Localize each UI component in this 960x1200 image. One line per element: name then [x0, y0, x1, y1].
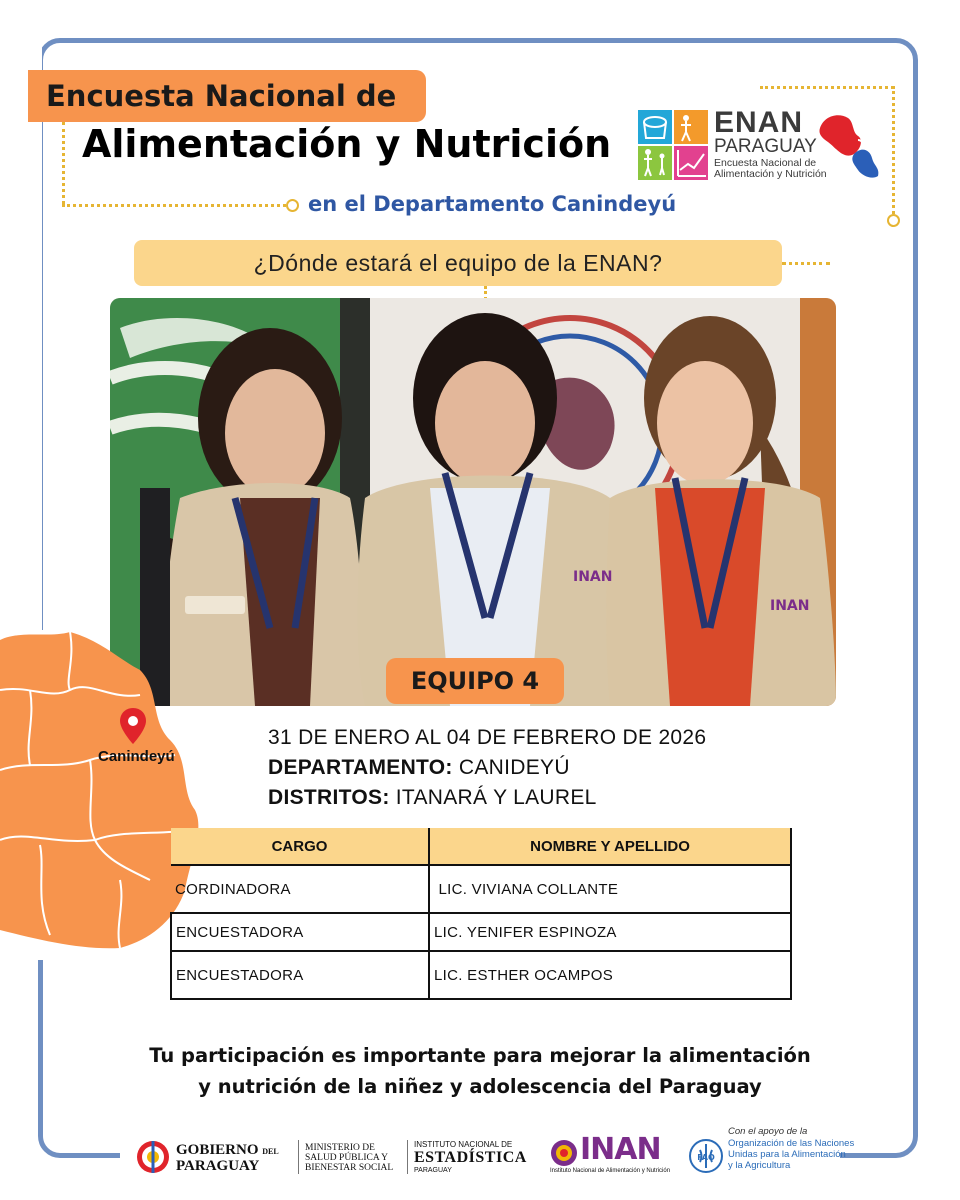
- dotted-line: [892, 86, 895, 214]
- fao-support: Con el apoyo de la: [728, 1126, 808, 1137]
- vest-logo-text: INAN: [573, 569, 613, 585]
- department-value: CANIDEYÚ: [458, 756, 570, 779]
- team-photo: [110, 298, 836, 706]
- fao-name-line: Unidas para la Alimentación: [728, 1149, 846, 1160]
- ministerio-line: SALUD PÚBLICA Y: [305, 1153, 389, 1163]
- dotted-line: [62, 204, 286, 207]
- table-header-row: [171, 828, 791, 865]
- ministerio-logo: [305, 1132, 405, 1182]
- districts-value: ITANARÁ Y LAUREL: [395, 786, 597, 809]
- ministerio-line: BIENESTAR SOCIAL: [305, 1163, 394, 1173]
- table-cell-nombre: LIC. ESTHER OCAMPOS: [429, 951, 791, 999]
- inan-logo: [550, 1132, 675, 1182]
- closing-line-1: Tu participación es importante para mejorar la alimentación: [149, 1044, 811, 1067]
- ine-line1: INSTITUTO NACIONAL DE: [414, 1140, 513, 1149]
- ine-logo: [414, 1132, 534, 1182]
- table-cell-cargo: CORDINADORA: [171, 865, 429, 913]
- table-cell-nombre: LIC. VIVIANA COLLANTE: [429, 865, 791, 913]
- ine-line2: ESTADÍSTICA: [414, 1149, 527, 1166]
- table-header-cargo: CARGO: [171, 828, 429, 865]
- enan-logo-word: ENAN: [714, 106, 804, 139]
- inan-word: INAN: [580, 1132, 661, 1167]
- enan-tiles-icon: [638, 110, 708, 180]
- table-row: [171, 951, 791, 999]
- fao-emblem-icon: [688, 1138, 724, 1174]
- department-line: [268, 756, 570, 780]
- survey-main-title: Alimentación y Nutrición: [82, 122, 612, 166]
- fao-name: [728, 1138, 854, 1171]
- table-header-nombre: NOMBRE Y APELLIDO: [429, 828, 791, 865]
- gobierno-del: DEL: [262, 1147, 279, 1156]
- enan-logo-caption: Encuesta Nacional de Alimentación y Nutrición: [714, 157, 827, 180]
- department-subtitle: en el Departamento Canindeyú: [308, 192, 677, 216]
- ministerio-line: MINISTERIO DE: [305, 1143, 375, 1153]
- dot-marker: [286, 199, 299, 212]
- enan-logo-country: PARAGUAY: [714, 136, 817, 157]
- districts-label: DISTRITOS:: [268, 786, 390, 809]
- team-table: [170, 828, 792, 1000]
- date-range: 31 DE ENERO AL 04 DE FEBRERO DE 2026: [268, 726, 707, 749]
- dotted-line: [760, 86, 894, 89]
- gobierno-line1: GOBIERNO: [176, 1142, 259, 1158]
- ine-line3: PARAGUAY: [414, 1167, 452, 1174]
- fao-acronym: FAO: [697, 1153, 715, 1162]
- location-pin-icon: [120, 708, 146, 744]
- table-row: [171, 865, 791, 913]
- table-cell-nombre: LIC. YENIFER ESPINOZA: [429, 913, 791, 951]
- team-badge: EQUIPO 4: [386, 658, 564, 704]
- enan-logo: [638, 108, 888, 184]
- fao-name-line: y la Agricultura: [728, 1160, 791, 1171]
- districts-line: [268, 786, 597, 810]
- department-label: DEPARTAMENTO:: [268, 756, 453, 779]
- dotted-line: [782, 262, 830, 265]
- table-row: [171, 913, 791, 951]
- gobierno-line2: PARAGUAY: [176, 1158, 260, 1174]
- closing-line-2: y nutrición de la niñez y adolescencia del Paraguay: [198, 1075, 762, 1098]
- frame-gap: [30, 40, 42, 640]
- inan-emblem-icon: [550, 1139, 578, 1167]
- fao-logo: [688, 1126, 868, 1182]
- survey-title-pill: Encuesta Nacional de: [28, 70, 426, 122]
- question-banner: ¿Dónde estará el equipo de la ENAN?: [134, 240, 782, 286]
- table-cell-cargo: ENCUESTADORA: [171, 951, 429, 999]
- gobierno-seal-icon: [136, 1140, 170, 1174]
- dotted-line: [62, 122, 65, 204]
- paraguay-map-icon: [814, 110, 886, 182]
- table-cell-cargo: ENCUESTADORA: [171, 913, 429, 951]
- fao-name-line: Organización de las Naciones: [728, 1138, 855, 1149]
- map-label: Canindeyú: [98, 748, 175, 765]
- inan-caption: Instituto Nacional de Alimentación y Nutrición: [550, 1168, 671, 1174]
- dot-marker: [887, 214, 900, 227]
- vest-logo-text: INAN: [770, 598, 810, 614]
- gobierno-logo: [136, 1132, 296, 1182]
- footer-logos: [0, 1126, 960, 1182]
